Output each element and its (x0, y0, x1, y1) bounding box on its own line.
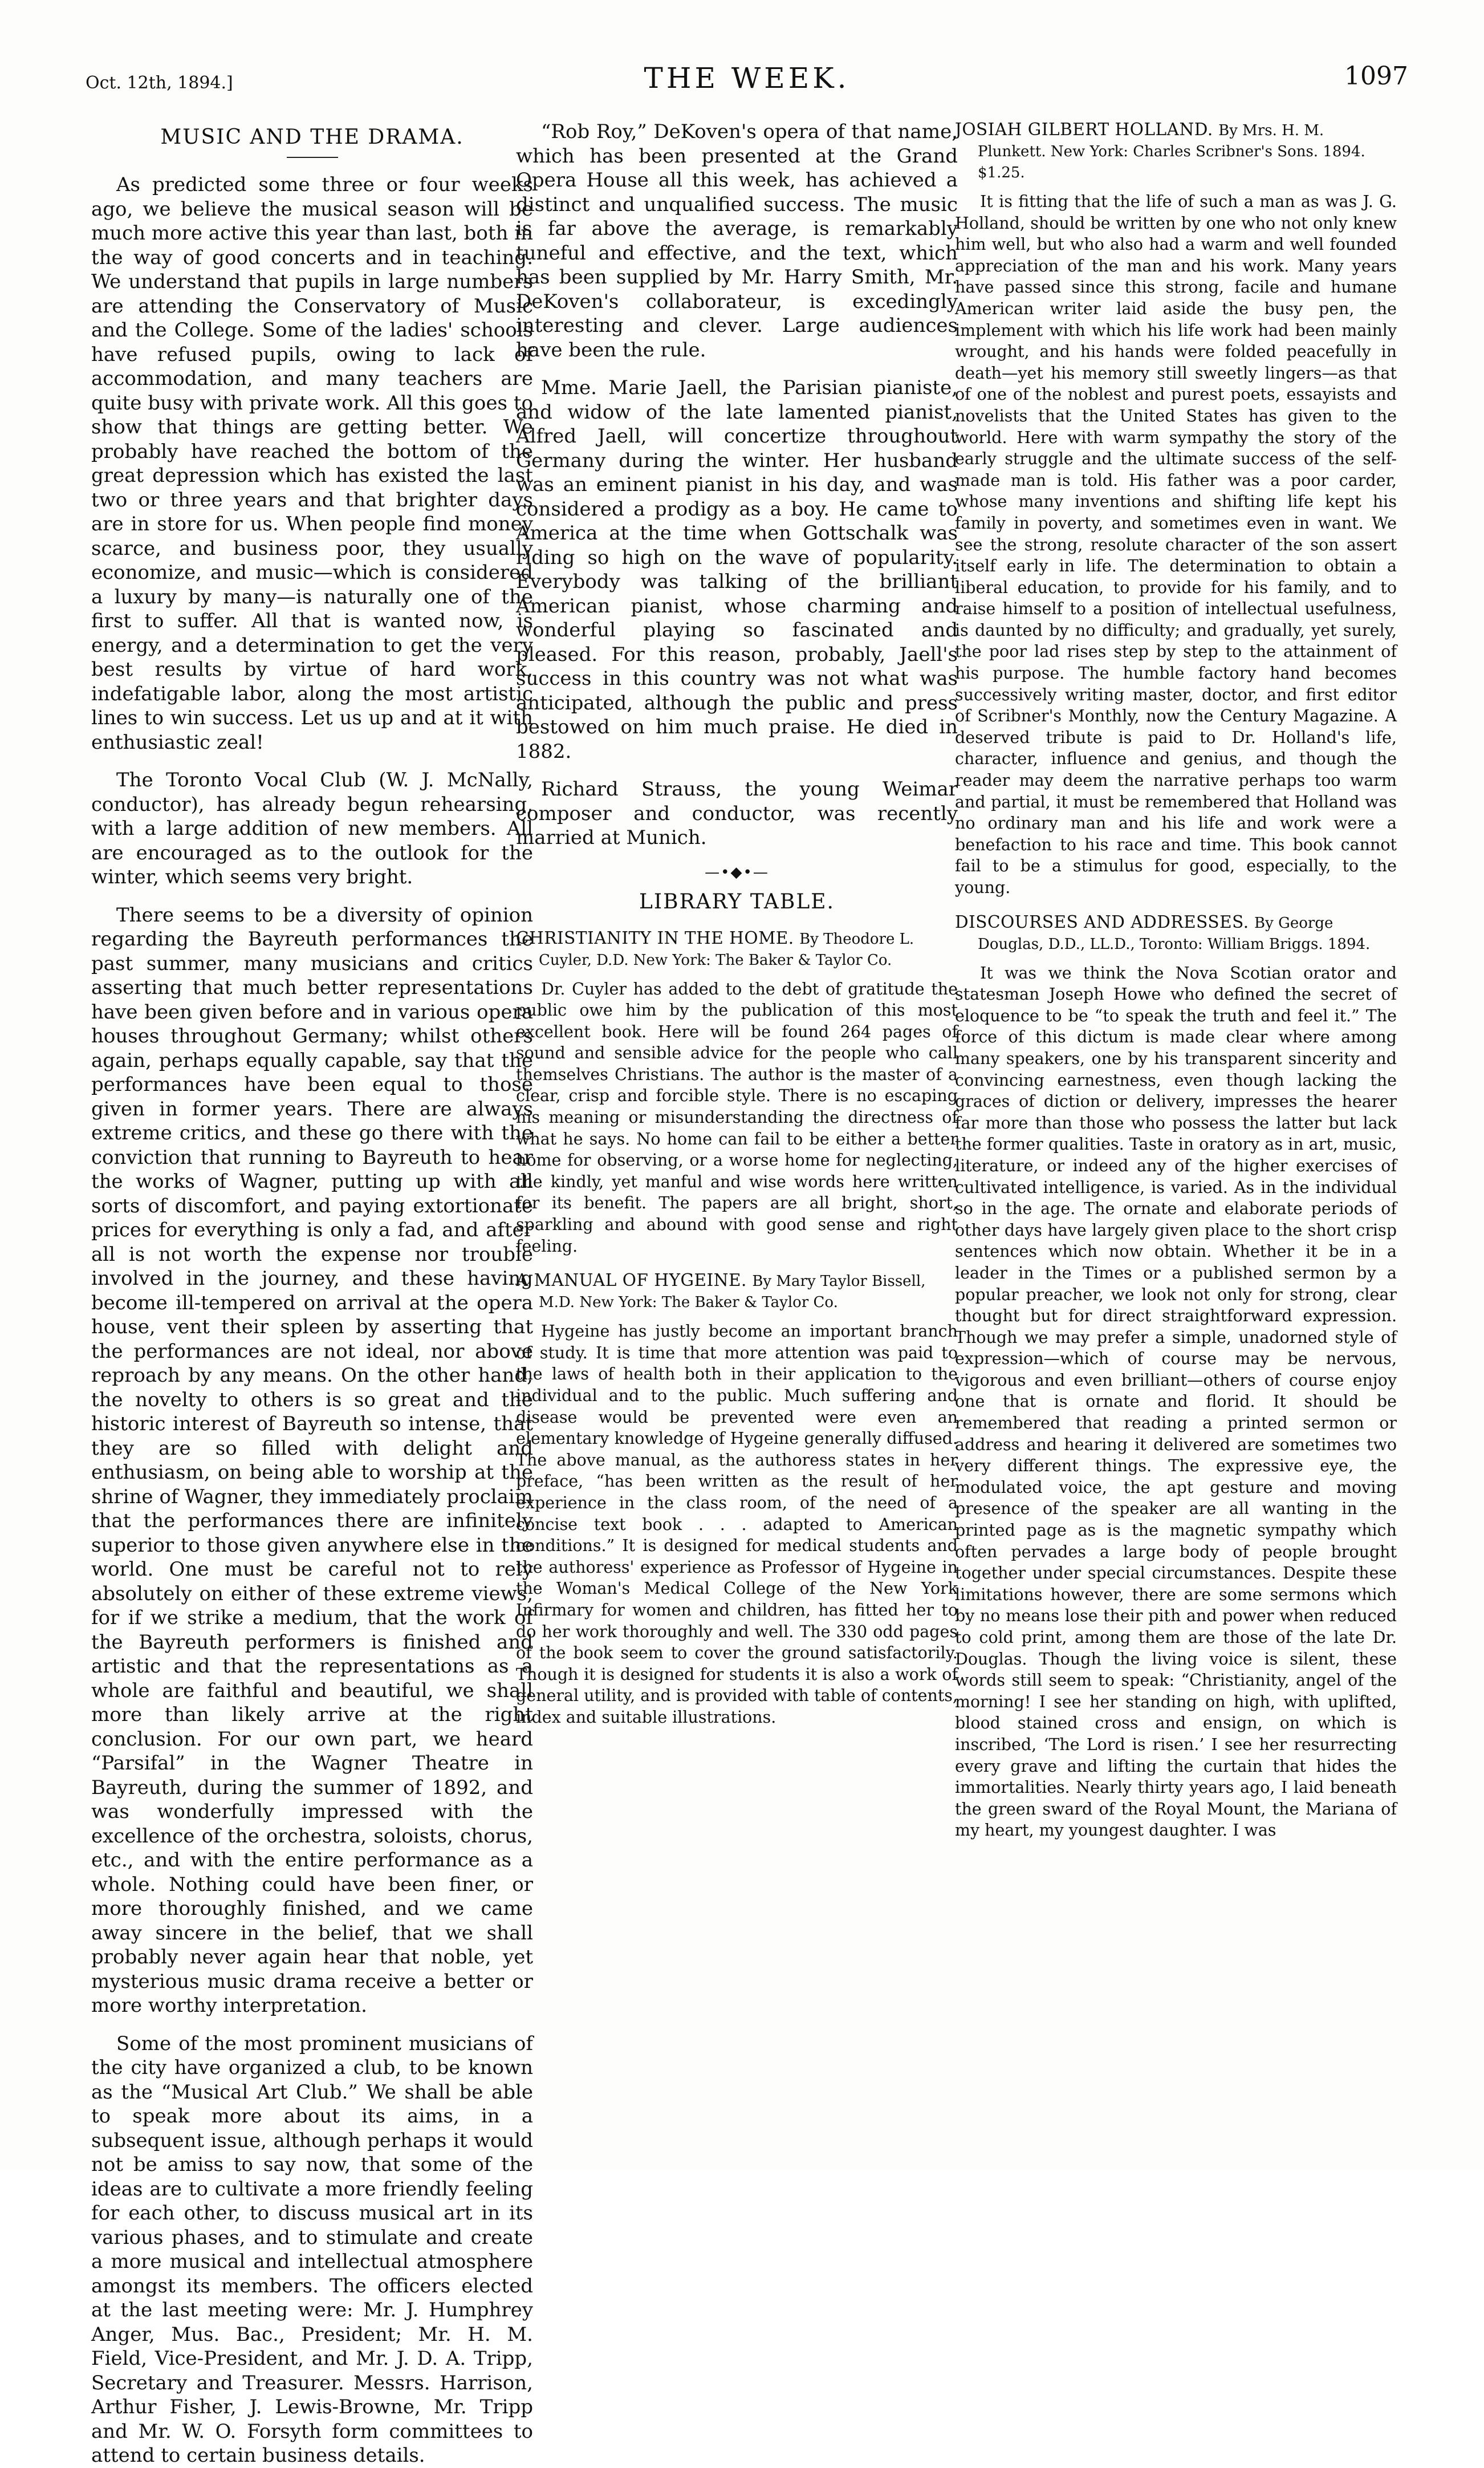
music-article-body (91, 173, 533, 2468)
review-paragraph: It is fitting that the life of such a man as was J. G. Holland, should be written by one who not only knew him well, but who also had a warm and well founded appreciation of the man and his work. Many years have passed since this strong, facile and humane American writer laid aside the busy pen, the implement with which his life work had been mainly wrought, and his hands were folded peacefully in death—yet his memory still sweetly lingers—as that of one of the noblest and purest poets, essayists and novelists that the United States has given to the world. Here with warm sympathy the story of the early struggle and the ultimate success of the self-made man is told. His father was a poor carder, whose many inventions and shifting life kept his family in poverty, and sometimes even in want. We see the strong, resolute character of the son assert itself early in life. The determination to obtain a liberal education, to provide for his family, and to raise himself to a position of intellectual usefulness, is daunted by no difficulty; and gradually, yet surely, the poor lad rises step by step to the attainment of his purpose. The humble factory hand becomes successively writing master, doctor, and first editor of Scribner's Monthly, now the Century Magazine. A deserved tribute is paid to Dr. Holland's life, character, influence and genius, and though the reader may deem the narrative perhaps too warm and partial, it must be remembered that Holland was no ordinary man and his life and work were a benefaction to his race and time. This book cannot fail to be a stimulus for good, especially, to the young. (955, 192, 1397, 897)
review-heading (955, 120, 1397, 183)
review-book-meta: By Mrs. H. M. Plunkett. New York: Charles Scribner's Sons. 1894. $1.25. (978, 122, 1365, 181)
review-body (516, 979, 958, 1257)
review-book-title: A MANUAL OF HYGEINE. (516, 1270, 747, 1290)
review-book-title: DISCOURSES AND ADDRESSES. (955, 912, 1249, 932)
review-book-title: JOSIAH GILBERT HOLLAND. (955, 120, 1213, 139)
column-1 (91, 120, 533, 2467)
review-body (955, 963, 1397, 1841)
music-paragraph: The Toronto Vocal Club (W. J. McNally, conductor), has already begun rehearsing, with a large addition of new members. All are encouraged as to the outlook for the winter, which seems very bright. (91, 769, 533, 888)
review-body (516, 1321, 958, 1728)
music-paragraph: There seems to be a diversity of opinion regarding the Bayreuth performances the past summer, many musicians and critics asserting that much better representations have been given before and in various opera houses throughout Germany; whilst others again, perhaps equally capable, say that the performances have been equal to those given in former years. There are always extreme critics, and these go there with the conviction that running to Bayreuth to hear the works of Wagner, putting up with all sorts of discomfort, and paying extortionate prices for everything is only a fad, and after all is not worth the expense nor trouble involved in the journey, and these having become ill-tempered on arrival at the opera house, vent their spleen by asserting that the performances are not ideal, nor above reproach by any means. On the other hand, the novelty to others is so great and the historic interest of Bayreuth so intense, that they are so filled with delight and enthusiasm, on being able to worship at the shrine of Wagner, they immediately proclaim that the performances there are infinitely superior to those given anywhere else in the world. One must be careful not to rely absolutely on either of these extreme views, for if we strike a medium, that the work of the Bayreuth performers is finished and artistic and that the representations as a whole are faithful and beautiful, we shall more than likely arrive at the right conclusion. For our own part, we heard “Parsifal” in the Wagner Theatre in Bayreuth, during the summer of 1892, and was wonderfully impressed with the excellence of the orchestra, soloists, chorus, etc., and with the entire performance as a whole. Nothing could have been finer, or more thoroughly finished, and we came away sincere in the belief, that we shall probably never again hear that noble, yet mysterious music drama receive a better or more worthy interpretation. (91, 903, 533, 2017)
page-header (86, 62, 1408, 107)
review-heading (516, 928, 958, 971)
music-paragraph: “Rob Roy,” DeKoven's opera of that name, which has been presented at the Grand Opera House all this week, has achieved a distinct and unqualified success. The music is far above the average, is remarkably tuneful and effective, and the text, which has been supplied by Mr. Harry Smith, Mr. DeKoven's collaborateur, is excedingly interesting and clever. Large audiences have been the rule. (516, 120, 958, 362)
music-paragraph-text: Some of the most prominent musicians of the city have organized a club, to be known as the “Musical Art Club.” We shall be able to speak more about its aims, in a subsequent issue, although perhaps it would not be amiss to say now, that some of the ideas are to cultivate a more friendly feeling for each other, to discuss musical art in its various phases, and to stimulate and create a more musical and intellectual atmosphere amongst its members. The officers elected at the last meeting were: Mr. J. Humphrey Anger, Mus. Bac., President; Mr. H. M. Field, Vice-President, and Mr. J. D. A. Tripp, Secretary and Treasurer. Messrs. Harrison, Arthur Fisher, J. Lewis-Browne, Mr. Tripp and Mr. W. O. Forsyth form committees to attend to certain business details. (91, 2032, 533, 2467)
review-heading (955, 912, 1397, 955)
music-paragraph-continued (91, 2032, 533, 2468)
section-title-library: LIBRARY TABLE. (639, 890, 835, 914)
review-book-meta: By George Douglas, D.D., LL.D., Toronto: William Briggs. 1894. (978, 914, 1371, 953)
music-paragraph: Richard Strauss, the young Weimar composer and conductor, was recently married at Munich. (516, 778, 958, 849)
review-paragraph: Dr. Cuyler has added to the debt of gratitude the public owe him by the publication of this most excellent book. Here will be found 264 pages of sound and sensible advice for the people who call themselves Christians. The author is the master of a clear, crisp and forcible style. There is no escaping his meaning or misunderstanding the directness of what he says. No home can fail to be either a better home for observing, or a worse home for neglecting, the kindly, yet manful and wise words here written for its benefit. The papers are all bright, short, sparkling and abound with good sense and right feeling. (516, 979, 958, 1256)
section-title-music: MUSIC AND THE DRAMA. (160, 125, 464, 149)
review-heading (516, 1270, 958, 1313)
review-book-title: CHRISTIANITY IN THE HOME. (516, 928, 794, 948)
issue-date: Oct. 12th, 1894.] (86, 73, 233, 93)
review-book-meta: By Theodore L. Cuyler, D.D. New York: The Baker & Taylor Co. (539, 930, 914, 969)
review-paragraph: It was we think the Nova Scotian orator and statesman Joseph Howe who defined the secret of eloquence to be “to speak the truth and feel it.” The force of this dictum is made clear where among many speakers, one by his transparent sincerity and convincing earnestness, even though lacking the graces of diction or delivery, impresses the hearer far more than those who possess the latter but lack the former qualities. Taste in oratory as in art, music, literature, or indeed any of the higher exercises of cultivated intelligence, is varied. As in the individual so in the age. The ornate and elaborate periods of other days have largely given place to the short crisp sentences which now obtain. Whether it be in a leader in the Times or a published sermon by a popular preacher, we look not only for strong, clear thought but for direct straightforward expression. Though we may prefer a simple, unadorned style of expression—which of course may be nervous, vigorous and even brilliant—others of course enjoy one that is ornate and florid. It should be remembered that reading a printed sermon or address and hearing it delivered are sometimes two very different things. The expressive eye, the modulated voice, the apt gesture and moving presence of the speaker are all wanting in the printed page as is the magnetic sympathy which often pervades a large body of people brought together under special circumstances. Despite these limitations however, there are some sermons which by no means lose their pith and power when reduced to cold print, among them are those of the late Dr. Douglas. Though the living voice is silent, these words still seem to speak: “Christianity, angel of the morning! I see her standing on high, with uplifted, blood stained cross and ensign, on which is inscribed, ‘The Lord is risen.’ I see her resurrecting every grave and lifting the curtain that hides the immortalities. Nearly thirty years ago, I laid beneath the green sward of the Royal Mount, the Mariana of my heart, my youngest daughter. I was (955, 963, 1397, 1840)
section-rule (287, 157, 338, 158)
column-3 (955, 120, 1397, 2144)
page-number: 1097 (1344, 62, 1408, 91)
review-book-meta: By Mary Taylor Bissell, M.D. New York: The Baker & Taylor Co. (539, 1273, 926, 1312)
music-paragraph: As predicted some three or four weeks ago, we believe the musical season will be much more active this year than last, both in the way of good concerts and in teaching. We understand that pupils in large numbers are attending the Conservatory of Music and the College. Some of the ladies' schools have refused pupils, owing to lack of accommodation, and many teachers are quite busy with private work. All this goes to show that things are getting better. We probably have reached the bottom of the great depression which has existed the last two or three years and that brighter days are in store for us. When people find money scarce, and business poor, they usually economize, and music—which is considered a luxury by many—is naturally one of the first to suffer. All that is wanted now, is energy, and a determination to get the very best results by virtue of hard work, indefatigable labor, along the most artistic lines to win success. Let us up and at it with enthusiastic zeal! (91, 173, 533, 754)
masthead-title: THE WEEK. (644, 62, 850, 95)
review-body (955, 191, 1397, 899)
ornamental-divider: —•◆•— (705, 863, 769, 881)
column-2 (516, 120, 958, 2144)
music-article-continued (516, 120, 958, 850)
review-paragraph: Hygeine has justly become an important branch of study. It is time that more attention was paid to the laws of health both in their application to the individual and to the public. Much suffering and disease would be prevented were even an elementary knowledge of Hygeine generally diffused. The above manual, as the authoress states in her preface, “has been written as the result of her experience in the class room, of the need of a concise text book . . . adapted to American conditions.” It is designed for medical students and the authoress' experience as Professor of Hygeine in the Woman's Medical College of the New York Infirmary for women and children, has fitted her to do her work thoroughly and well. The 330 odd pages of the book seem to cover the ground satisfactorily. Though it is designed for students it is also a work of general utility, and is provided with table of contents, index and suitable illustrations. (516, 1322, 958, 1727)
music-paragraph: Mme. Marie Jaell, the Parisian pianiste, and widow of the late lamented pianist, Alfred Jaell, will concertize throughout Germany during the winter. Her husband was an eminent pianist in his day, and was considered a prodigy as a boy. He came to America at the time when Gottschalk was riding so high on the wave of popularity. Everybody was talking of the brilliant American pianist, whose charming and wonderful playing so fascinated and pleased. For this reason, probably, Jaell's success in this country was not what was anticipated, although the public and press bestowed on him much praise. He died in 1882. (516, 376, 958, 763)
